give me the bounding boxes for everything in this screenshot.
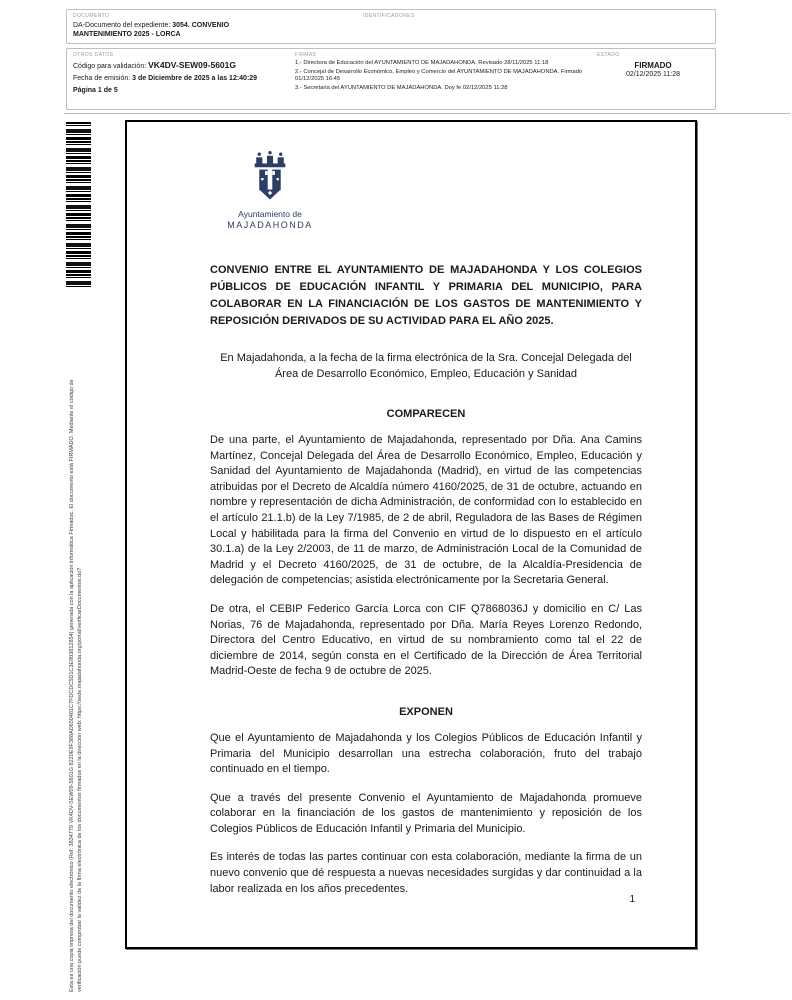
heading-exponen: EXPONEN	[399, 705, 453, 718]
verification-side-note	[69, 302, 84, 992]
majadahonda-crest-icon	[210, 150, 330, 206]
heading-comparecen: COMPARECEN	[386, 408, 466, 420]
identificadores-label: IDENTIFICADORES	[363, 13, 415, 19]
estado-firmado-badge: FIRMADO	[634, 61, 672, 70]
expediente-line: DA-Documento del expediente: 3054. CONVENIO MANTENIMIENTO 2025 - LORCA	[73, 22, 230, 38]
otros-datos-label: OTROS DATOS	[73, 52, 114, 58]
logo-org-line2: MAJADAHONDA	[227, 220, 313, 230]
paragraph-parte-2: De otra, el CEBIP Federico García Lorca con CIF Q7868036J y domicilio en C/ Las Norias, 76 de Majadahonda, representado por Dña. María Reyes Lorenzo Redondo, Directora del Centro Educativo, en virtud de su nombramiento como tal el 22 de diciembre de 2014, según consta en el Certificado de la Dirección de Área Territorial Madrid-Oeste de fecha 9 de octubre de 2025.	[210, 602, 642, 678]
majadahonda-logo	[210, 150, 330, 230]
codigo-validacion-value: VK4DV-SEW09-5601G	[148, 60, 236, 70]
paragraph-exponen-2: Que a través del presente Convenio el Ayuntamiento de Majadahonda promueve colaborar en la financiación de los gastos de mantenimiento y reposición de los Colegios Públicos de Educación Infantil y Primaria del Municipio.	[210, 791, 642, 835]
document-page	[125, 120, 697, 949]
pagina-indicator: Página 1 de 5	[73, 87, 118, 94]
fecha-emision-value: 3 de Diciembre de 2025 a las 12:40:29	[132, 75, 258, 82]
verification-note-line2: verificación puede comprobar la validez de la firma electrónica de los documentos firmados en la dirección web: https://sede.majadahonda.org/portal/verificarDocumentos.do?	[76, 567, 83, 992]
validation-header-box	[66, 48, 716, 110]
codigo-validacion: Código para validación: VK4DV-SEW09-5601G	[73, 60, 236, 70]
convenio-title: CONVENIO ENTRE EL AYUNTAMIENTO DE MAJADAHONDA Y LOS COLEGIOS PÚBLICOS DE EDUCACIÓN INFANTIL Y PRIMARIA DEL MUNICIPIO, PARA COLABORAR EN LA FINANCIACIÓN DE LOS GASTOS DE MANTENIMIENTO Y REPOSICIÓN DERIVADOS DE SU ACTIVIDAD PARA EL AÑO 2025.	[210, 264, 642, 327]
page-number: 1	[629, 894, 635, 905]
firma-entry-1: 1.- Directora de Educación del AYUNTAMIENTO DE MAJADAHONDA. Revisado 28/11/2025 11:18	[295, 59, 549, 66]
header-separator	[64, 113, 790, 114]
documento-label: DOCUMENTO	[73, 13, 110, 19]
estado-fecha: 02/12/2025 11:28	[626, 71, 680, 78]
fecha-emision: Fecha de emisión: 3 de Diciembre de 2025 a las 12:40:29	[73, 75, 258, 82]
logo-org-line1: Ayuntamiento de	[238, 209, 302, 219]
paragraph-parte-1: De una parte, el Ayuntamiento de Majadahonda, representado por Dña. Ana Camins Martínez, Concejal Delegada del Área de Desarrollo Económico, Empleo, Educación y Sanidad del Ayuntamiento de Majadahonda (Madrid), en virtud de las competencias atribuidas por el Decreto de Alcaldía número 4160/2025, de 31 de octubre, actuando en nombre y representación de dicha Administración, de conformidad con lo establecido en el artículo 21.1.b) de la Ley 7/1985, de 2 de abril, Reguladora de las Bases de Régimen Local y habilitada para la firma del Convenio en virtud de lo dispuesto en el artículo 30.1.a) de la Ley 2/2003, de 11 de marzo, de Administración Local de la Comunidad de Madrid y el Decreto 4160/2025, de 31 de octubre, de la Alcaldía-Presidencia de delegación de competencias; asistida electrónicamente por la Secretaria General.	[210, 434, 642, 587]
intro-paragraph: En Majadahonda, a la fecha de la firma electrónica de la Sra. Concejal Delegada del Área de Desarrollo Económico, Empleo, Educación y Sanidad	[220, 352, 632, 380]
firmas-label: FIRMAS	[295, 52, 317, 58]
document-body	[210, 262, 642, 897]
paragraph-exponen-1: Que el Ayuntamiento de Majadahonda y los Colegios Públicos de Educación Infantil y Primaria del Municipio desarrollan una estrecha colaboración, fruto del trabajo continuado en el tiempo.	[210, 731, 642, 776]
firma-entry-3: 3.- Secretaria del AYUNTAMIENTO DE MAJADAHONDA. Doy fe 02/12/2025 11:28	[295, 85, 508, 91]
barcode-icon	[66, 122, 91, 288]
estado-label: ESTADO	[597, 52, 620, 58]
verification-note-line1: Esta es una copia impresa del documento electrónico (Ref: 3834779 VK4DV-SEW09-5601G 8220E9F388AD650481C7FDCDC5D1C3E803812854) generada con la aplicación informática Firmadoc. El documento está FIRMADO. Mediante el código de	[69, 379, 75, 992]
firma-entry-2: 2.- Concejal de Desarrollo Económico, Empleo y Comercio del AYUNTAMIENTO DE MAJADAHONDA. Firmado 01/12/2025 16:45	[295, 68, 583, 82]
document-header-box	[66, 9, 716, 44]
expediente-value: 3054. CONVENIO MANTENIMIENTO 2025 - LORCA	[73, 22, 230, 38]
paragraph-exponen-3: Es interés de todas las partes continuar con esta colaboración, mediante la firma de un nuevo convenio que dé respuesta a nuevas necesidades surgidas y dar continuidad a la labor realizada en los años precedentes.	[210, 851, 642, 895]
